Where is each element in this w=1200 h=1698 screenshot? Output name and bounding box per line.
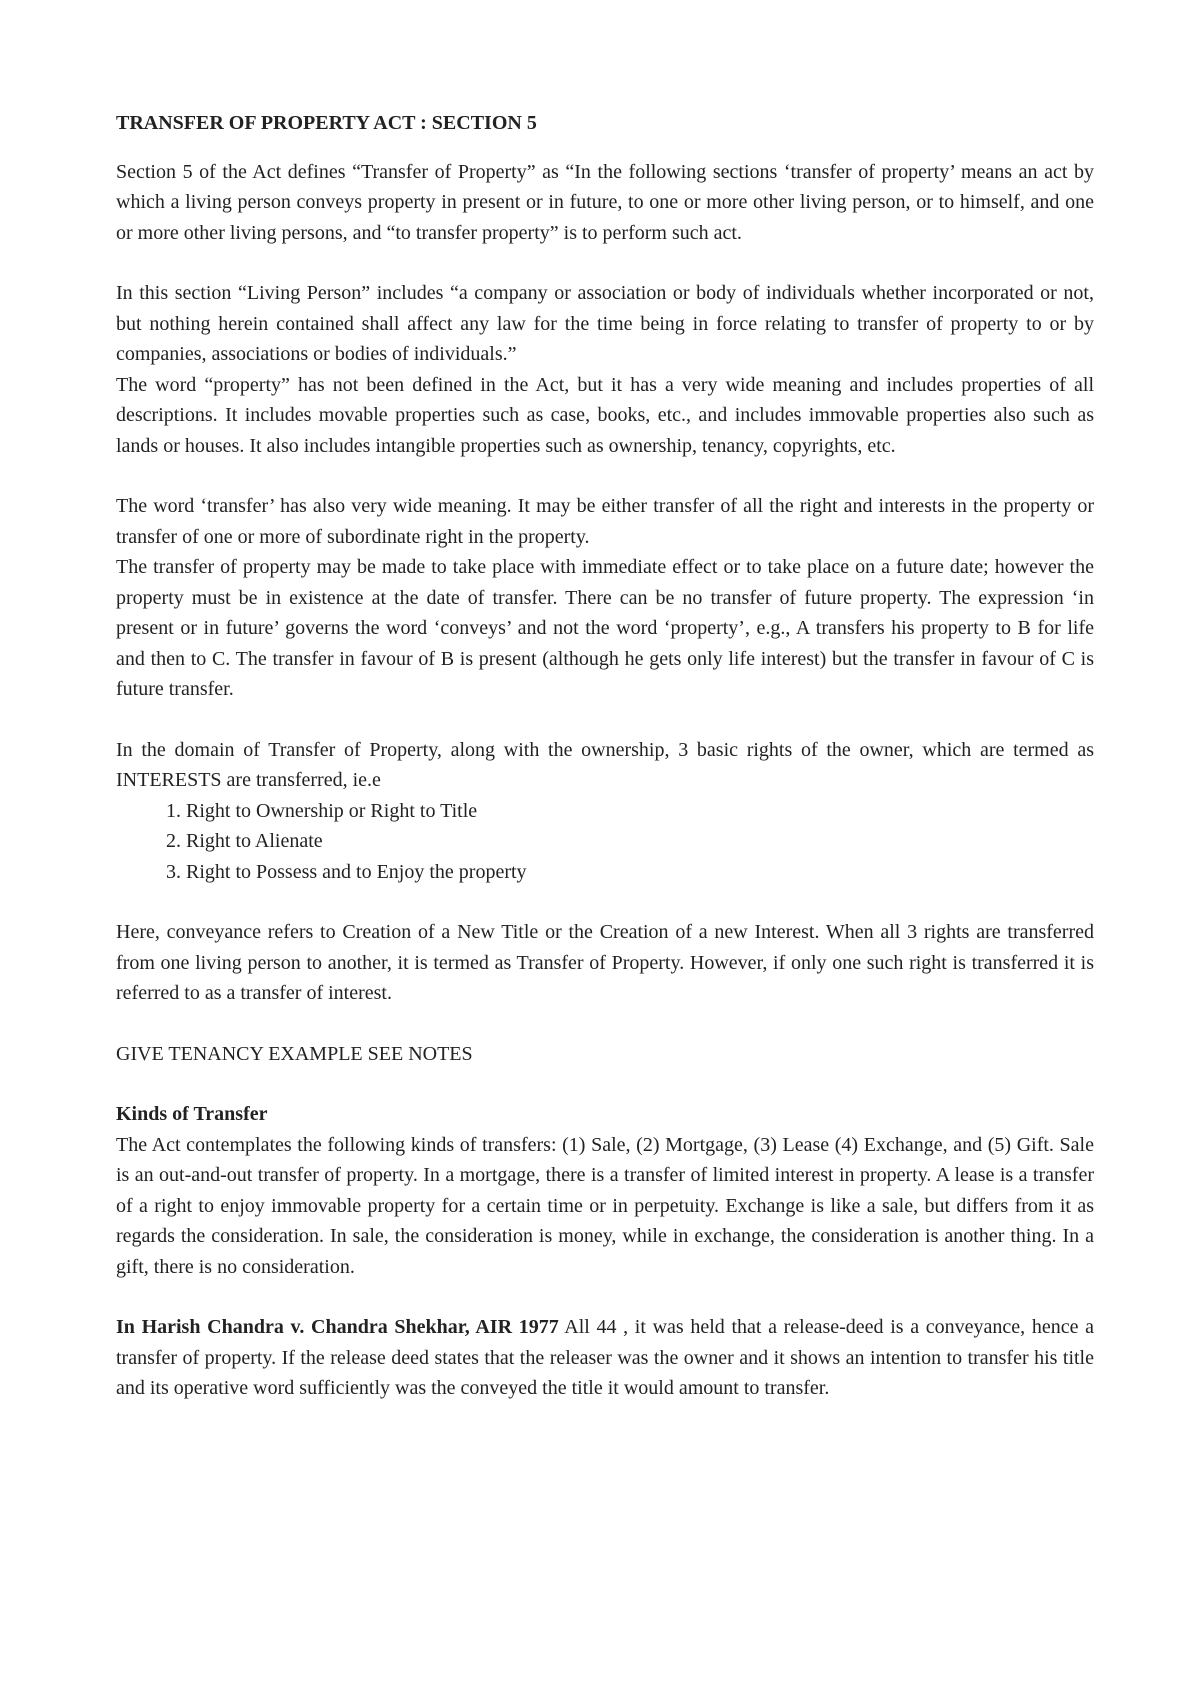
paragraph-conveyance: Here, conveyance refers to Creation of a New Title or the Creation of a new Interest. When all 3 rights are transferred from one living person to another, it is termed as Transfer of Property. However, if only one such right is transferred it is referred to as a transfer of interest. <box>116 921 1094 1004</box>
case-citation: In Harish Chandra v. Chandra Shekhar, AIR 1977 <box>116 1316 559 1338</box>
paragraph-living-person: In this section “Living Person” includes “a company or association or body of individuals whether incorporated or not, but nothing herein contained shall affect any law for the time being in force relating to transfer of property to or by companies, associations or bodies of individuals.” <box>116 282 1094 365</box>
kinds-of-transfer-heading: Kinds of Transfer <box>116 1103 268 1125</box>
paragraph-interests-intro: In the domain of Transfer of Property, along with the ownership, 3 basic rights of the owner, which are termed as INTERESTS are transferred, ie.e <box>116 738 1094 791</box>
document-title: TRANSFER OF PROPERTY ACT : SECTION 5 <box>116 112 537 134</box>
list-item: 2. Right to Alienate <box>186 826 1094 857</box>
list-item: 1. Right to Ownership or Right to Title <box>186 796 1094 827</box>
case-holding: All 44 , it was held that a release-deed is a conveyance, hence a transfer of property. If the release deed states that the releaser was the owner and it shows an intention to transfer his title and its operative word sufficiently was the conveyed the title it would amount to transfer. <box>116 1316 1094 1399</box>
document-page <box>116 108 1094 1404</box>
paragraph-section-5-definition: Section 5 of the Act defines “Transfer of Property” as “In the following sections ‘transfer of property’ means an act by which a living person conveys property in present or in future, to one or more other living person, or to himself, and one or more other living persons, and “to transfer property” is to perform such act. <box>116 160 1094 244</box>
paragraph-property-meaning: The word “property” has not been defined in the Act, but it has a very wide meaning and includes properties of all descriptions. It includes movable properties such as case, books, etc., and includes immovable properties also such as lands or houses. It also includes intangible properties such as ownership, tenancy, copyrights, etc. <box>116 373 1094 457</box>
list-item: 3. Right to Possess and to Enjoy the property <box>186 857 1094 888</box>
paragraph-case-law <box>116 1312 1094 1404</box>
paragraph-transfer-meaning: The word ‘transfer’ has also very wide meaning. It may be either transfer of all the right and interests in the property or transfer of one or more of subordinate right in the property. <box>116 495 1094 548</box>
paragraph-kinds-of-transfer: The Act contemplates the following kinds of transfers: (1) Sale, (2) Mortgage, (3) Lease (4) Exchange, and (5) Gift. Sale is an out-and-out transfer of property. In a mortgage, there is a transfer of limited interest in property. A lease is a transfer of a right to enjoy immovable property for a certain time or in perpetuity. Exchange is like a sale, but differs from it as regards the consideration. In sale, the consideration is money, while in exchange, the consideration is another thing. In a gift, there is no consideration. <box>116 1133 1094 1278</box>
paragraph-future-transfer: The transfer of property may be made to take place with immediate effect or to take place on a future date; however the property must be in existence at the date of transfer. There can be no transfer of future property. The expression ‘in present or in future’ governs the word ‘conveys’ and not the word ‘property’, e.g., A transfers his property to B for life and then to C. The transfer in favour of B is present (although he gets only life interest) but the transfer in favour of C is future transfer. <box>116 556 1094 700</box>
note-tenancy-example: GIVE TENANCY EXAMPLE SEE NOTES <box>116 1042 473 1065</box>
rights-list <box>116 796 1094 888</box>
